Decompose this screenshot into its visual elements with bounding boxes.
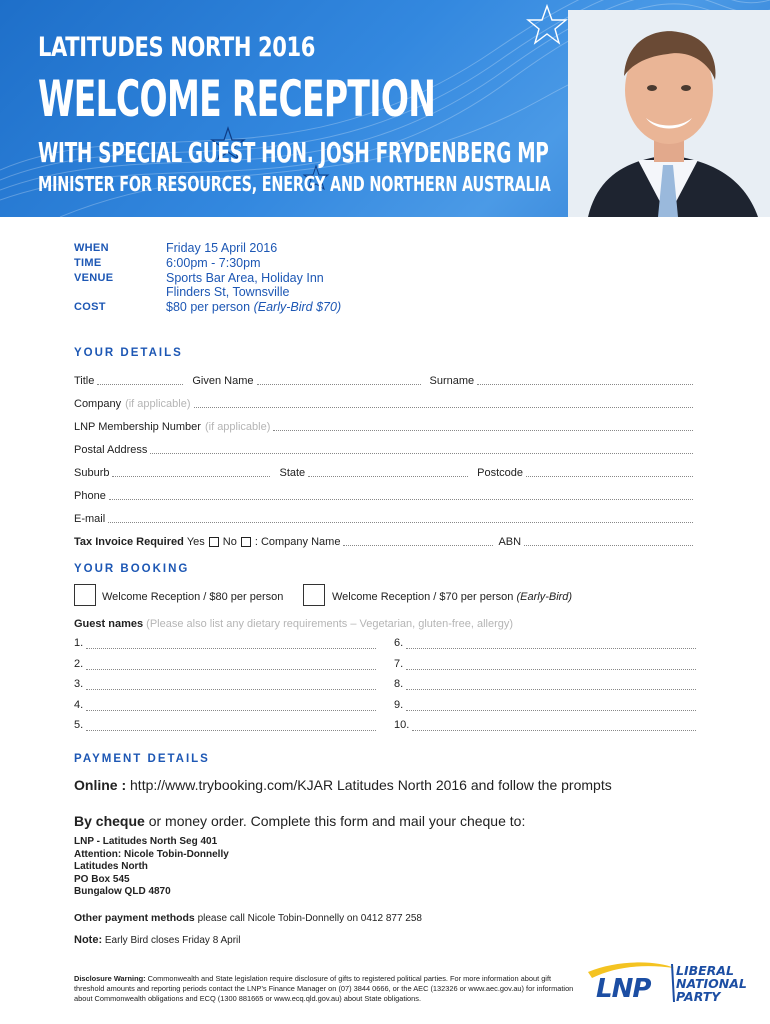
company-name-label: : Company Name: [254, 536, 341, 548]
note-label: Note:: [74, 934, 103, 946]
guest-name-field[interactable]: [86, 688, 376, 690]
guest-portrait-photo: [568, 10, 770, 217]
guest-name-field[interactable]: [86, 729, 376, 731]
booking-option-70-label: Welcome Reception / $70 per person (Early-Bird): [332, 591, 573, 603]
cheque-label: By cheque: [74, 813, 145, 829]
venue-label: VENUE: [74, 271, 114, 284]
other-payment-text: please call Nicole Tobin-Donnelly on 0412 877 258: [197, 913, 422, 924]
guest-number-label: 10.: [394, 719, 410, 731]
online-payment: [74, 777, 612, 793]
minister-line: MINISTER FOR RESOURCES, ENERGY AND NORTHERN AUSTRALIA: [38, 172, 551, 196]
venue-value-line2: Flinders St, Townsville: [166, 285, 290, 300]
no-checkbox[interactable]: [241, 537, 251, 547]
your-booking-heading: YOUR BOOKING: [74, 563, 190, 575]
cost-label: COST: [74, 301, 106, 314]
venue-value: Sports Bar Area, Holiday Inn: [166, 270, 324, 285]
guest-names-hint: (Please also list any dietary requirements – Vegetarian, gluten-free, allergy): [146, 618, 514, 630]
mailing-address: [74, 836, 229, 899]
lnp-logo-mark: LNP: [596, 974, 651, 1004]
company-row: [74, 396, 696, 410]
title-field[interactable]: [97, 374, 183, 385]
surname-field[interactable]: [477, 374, 693, 385]
disclosure-text: Commonwealth and State legislation require disclosure of gifts to registered political parties. For more information about gift threshold amounts and reporting periods contact the LNP’s Finance Manager on (07) 3844 0666, or the AEC (132326 or www.aec.gov.au) for information about Commonwealth obligations and ECQ (1300 881665 or www.ecq.qld.gov.au) about State obligations.: [74, 974, 574, 1003]
disclosure-label: Disclosure Warning:: [74, 974, 146, 983]
surname-label: Surname: [429, 375, 475, 387]
given-name-field[interactable]: [257, 374, 421, 385]
booking-option-80-checkbox[interactable]: [74, 584, 96, 606]
membership-row: [74, 419, 696, 433]
state-label: State: [279, 467, 306, 479]
email-label: E-mail: [74, 513, 106, 525]
guest-number-label: 1.: [74, 637, 84, 649]
postcode-field[interactable]: [526, 466, 693, 477]
time-value: 6:00pm - 7:30pm: [166, 255, 261, 270]
yes-checkbox[interactable]: [209, 537, 219, 547]
guest-number-label: 4.: [74, 698, 84, 711]
company-field[interactable]: [194, 397, 694, 408]
postal-address-field[interactable]: [150, 443, 693, 454]
postal-address-label: Postal Address: [74, 444, 148, 456]
cost-value: $80 per person: [166, 300, 251, 315]
guest-name-field[interactable]: [406, 647, 696, 649]
special-guest-line: WITH SPECIAL GUEST HON. JOSH FRYDENBERG MP: [38, 136, 549, 169]
guest-name-field[interactable]: [412, 729, 696, 731]
abn-label: ABN: [498, 536, 522, 548]
company-name-field[interactable]: [343, 535, 493, 546]
guest-names-heading: [74, 618, 513, 630]
other-payment-label: Other payment methods: [74, 912, 195, 924]
guest-name-field[interactable]: [406, 688, 696, 690]
membership-label: LNP Membership Number: [74, 421, 201, 433]
guest-name-field[interactable]: [86, 647, 376, 649]
event-series-title: LATITUDES NORTH 2016: [38, 32, 316, 63]
earlybird-note: (Early-Bird): [516, 591, 573, 603]
cheque-payment: [74, 813, 525, 829]
guest-name-field[interactable]: [406, 668, 696, 670]
guest-number-label: 6.: [394, 637, 404, 649]
address-line: Latitudes North: [74, 861, 148, 872]
title-label: Title: [74, 375, 95, 387]
guest-number-label: 5.: [74, 719, 84, 731]
address-line: Attention: Nicole Tobin-Donnelly: [74, 848, 229, 860]
company-label: Company: [74, 398, 122, 410]
note-text: Early Bird closes Friday 8 April: [104, 935, 241, 946]
email-row: [74, 511, 696, 525]
membership-hint: (if applicable): [204, 421, 271, 433]
guest-name-field[interactable]: [86, 668, 376, 670]
event-title: WELCOME RECEPTION: [38, 70, 436, 128]
guest-names-label: Guest names: [74, 618, 144, 630]
cheque-text: or money order. Complete this form and mail your cheque to:: [148, 813, 526, 829]
when-value: Friday 15 April 2016: [166, 241, 278, 255]
guest-number-label: 2.: [74, 657, 84, 670]
tax-invoice-label: Tax Invoice Required: [74, 536, 184, 548]
phone-field[interactable]: [109, 489, 693, 500]
disclosure-warning: [74, 974, 574, 1004]
time-label: TIME: [74, 256, 102, 269]
guest-number-label: 7.: [394, 657, 404, 670]
guest-number-label: 9.: [394, 698, 404, 711]
header-banner: [0, 0, 770, 217]
address-line: PO Box 545: [74, 873, 130, 885]
given-name-label: Given Name: [192, 375, 254, 387]
membership-field[interactable]: [273, 420, 693, 431]
tax-invoice-row: [74, 534, 696, 548]
guest-number-label: 8.: [394, 678, 404, 690]
other-payment-methods: [74, 912, 422, 924]
event-info: [74, 241, 341, 315]
guest-number-label: 3.: [74, 678, 84, 690]
abn-field[interactable]: [524, 535, 693, 546]
postal-row: [74, 442, 696, 456]
online-label: Online :: [74, 777, 127, 793]
earlybird-closing-note: [74, 934, 241, 946]
email-field[interactable]: [108, 512, 693, 523]
address-line: Bungalow QLD 4870: [74, 886, 171, 897]
payment-details-heading: PAYMENT DETAILS: [74, 753, 210, 765]
your-details-heading: YOUR DETAILS: [74, 347, 183, 359]
booking-option-80-label: Welcome Reception / $80 per person: [102, 591, 284, 603]
phone-label: Phone: [74, 490, 106, 502]
guest-name-field[interactable]: [406, 709, 696, 711]
yes-label: Yes: [186, 536, 205, 548]
no-label: No: [222, 536, 237, 548]
lnp-logo: [586, 958, 756, 1008]
suburb-label: Suburb: [74, 467, 110, 479]
when-label: WHEN: [74, 242, 109, 254]
booking-option-70-checkbox[interactable]: [303, 584, 325, 606]
address-line: LNP - Latitudes North Seg 401: [74, 836, 218, 847]
company-hint: (if applicable): [125, 398, 191, 410]
postcode-label: Postcode: [477, 467, 524, 479]
phone-row: [74, 488, 696, 502]
state-field[interactable]: [308, 466, 468, 477]
online-payment-link[interactable]: http://www.trybooking.com/KJAR Latitudes North 2016 and follow the prompts: [130, 777, 612, 793]
suburb-row: [74, 465, 696, 479]
lnp-logo-text: LIBERAL NATIONAL PARTY: [676, 963, 747, 1004]
name-row: [74, 373, 696, 387]
cost-earlybird: (Early-Bird $70): [253, 300, 342, 315]
guest-name-field[interactable]: [86, 709, 376, 711]
suburb-field[interactable]: [112, 466, 270, 477]
